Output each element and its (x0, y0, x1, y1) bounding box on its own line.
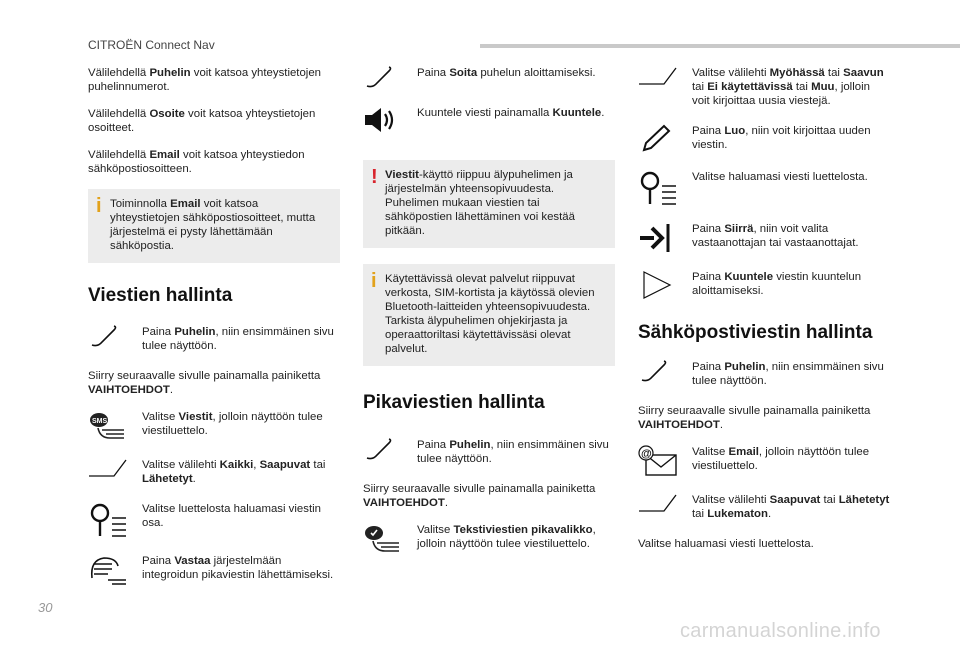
paragraph-email-tab: Välilehdellä Email voit katsoa yhteystiedon sähköpostiosoitteen. (88, 149, 305, 175)
forward-icon (638, 222, 674, 254)
instruction-row: Paina Luo, niin voit kirjoittaa uuden viestin. (638, 124, 890, 154)
tab-icon (638, 493, 680, 513)
paragraph-phone-tab: Välilehdellä Puhelin voit katsoa yhteystietojen puhelinnumerot. (88, 67, 322, 93)
instruction-row: Paina Puhelin, niin ensimmäinen sivu tulee näyttöön. (638, 360, 890, 388)
pen-icon (638, 124, 672, 154)
play-icon (638, 270, 674, 300)
instruction-row: Paina Kuuntele viestin kuuntelun aloittamiseksi. (638, 270, 890, 300)
phone-handset-icon (363, 438, 397, 462)
instruction-row: Valitse välilehti Kaikki, Saapuvat tai Lähetetyt. (88, 458, 340, 486)
phone-handset-icon (638, 360, 672, 384)
instruction-row: Valitse välilehti Myöhässä tai Saavun tai Ei käytettävissä tai Muu, jolloin voit kirjoittaa uusia viestejä. (638, 66, 890, 108)
instruction-row: Paina Puhelin, niin ensimmäinen sivu tulee näyttöön. (88, 325, 340, 353)
speaker-icon (363, 106, 399, 134)
list-select-icon (88, 502, 128, 538)
column-2 (363, 66, 615, 571)
instruction-row: Paina Soita puhelun aloittamiseksi. (363, 66, 615, 90)
instruction-row: Valitse välilehti Saapuvat tai Lähetetyt tai Lukematon. (638, 493, 890, 521)
sms-icon (88, 410, 128, 442)
instruction-row: Valitse haluamasi viesti luettelosta. (638, 170, 890, 206)
header-rule (480, 44, 960, 48)
watermark: carmanualsonline.info (680, 620, 881, 642)
info-note: i Käytettävissä olevat palvelut riippuvat verkosta, SIM-kortista ja käytössä olevien Bluetooth-laitteiden yhteensopivuudesta. Tarkista älypuhelimen ohjekirjasta ja operaattoriltasi käytettävissäsi olevat palvelut. (363, 264, 615, 366)
email-icon (638, 445, 678, 477)
paragraph-options: Siirry seuraavalle sivulle painamalla painiketta VAIHTOEHDOT. (363, 483, 596, 509)
instruction-row: @ Valitse Email, jolloin näyttöön tulee viestiluettelo. (638, 445, 890, 477)
info-icon: i (371, 270, 377, 292)
page-number: 30 (38, 600, 53, 615)
instruction-row: Valitse luettelosta haluamasi viestin osa. (88, 502, 340, 538)
paragraph-options: Siirry seuraavalle sivulle painamalla painiketta VAIHTOEHDOT. (88, 370, 321, 396)
running-header: CITROËN Connect Nav (88, 38, 215, 52)
column-3 (638, 66, 890, 564)
warning-note: ! Viestit-käyttö riippuu älypuhelimen ja järjestelmän yhteensopivuudesta. Puhelimen mukaan viestien tai sähköpostien lähettäminen voi kestää pitkään. (363, 160, 615, 248)
section-heading: Viestien hallinta (88, 285, 233, 306)
tab-icon (88, 458, 130, 478)
paragraph-address-tab: Välilehdellä Osoite voit katsoa yhteystietojen osoitteet. (88, 108, 316, 134)
info-icon: i (96, 195, 102, 217)
section-heading: Sähköpostiviestin hallinta (638, 322, 873, 343)
instruction-row: Paina Puhelin, niin ensimmäinen sivu tulee näyttöön. (363, 438, 615, 466)
column-1 (88, 66, 340, 602)
phone-handset-icon (363, 66, 397, 90)
info-note: i Toiminnolla Email voit katsoa yhteystietojen sähköpostiosoitteet, mutta järjestelmä ei pysty lähettämään sähköpostia. (88, 189, 340, 263)
list-select-icon (638, 170, 678, 206)
phone-handset-icon (88, 325, 122, 349)
instruction-row: Kuuntele viesti painamalla Kuuntele. (363, 106, 615, 134)
instruction-row: Paina Siirrä, niin voit valita vastaanottajan tai vastaanottajat. (638, 222, 890, 254)
paragraph-select: Valitse haluamasi viesti luettelosta. (638, 538, 814, 550)
svg-text:SMS: SMS (92, 418, 108, 425)
warning-icon: ! (371, 166, 378, 188)
section-heading: Pikaviestien hallinta (363, 392, 545, 413)
instruction-row: Paina Vastaa järjestelmään integroidun pikaviestin lähettämiseksi. (88, 554, 340, 586)
instruction-row: Valitse Tekstiviestien pikavalikko, jolloin näyttöön tulee viestiluettelo. (363, 523, 615, 555)
quick-reply-icon (88, 554, 128, 586)
svg-text:@: @ (641, 448, 652, 460)
paragraph-options: Siirry seuraavalle sivulle painamalla painiketta VAIHTOEHDOT. (638, 405, 871, 431)
quick-message-icon (363, 523, 403, 555)
instruction-row: SMS Valitse Viestit, jolloin näyttöön tulee viestiluettelo. (88, 410, 340, 442)
tab-icon (638, 66, 680, 86)
